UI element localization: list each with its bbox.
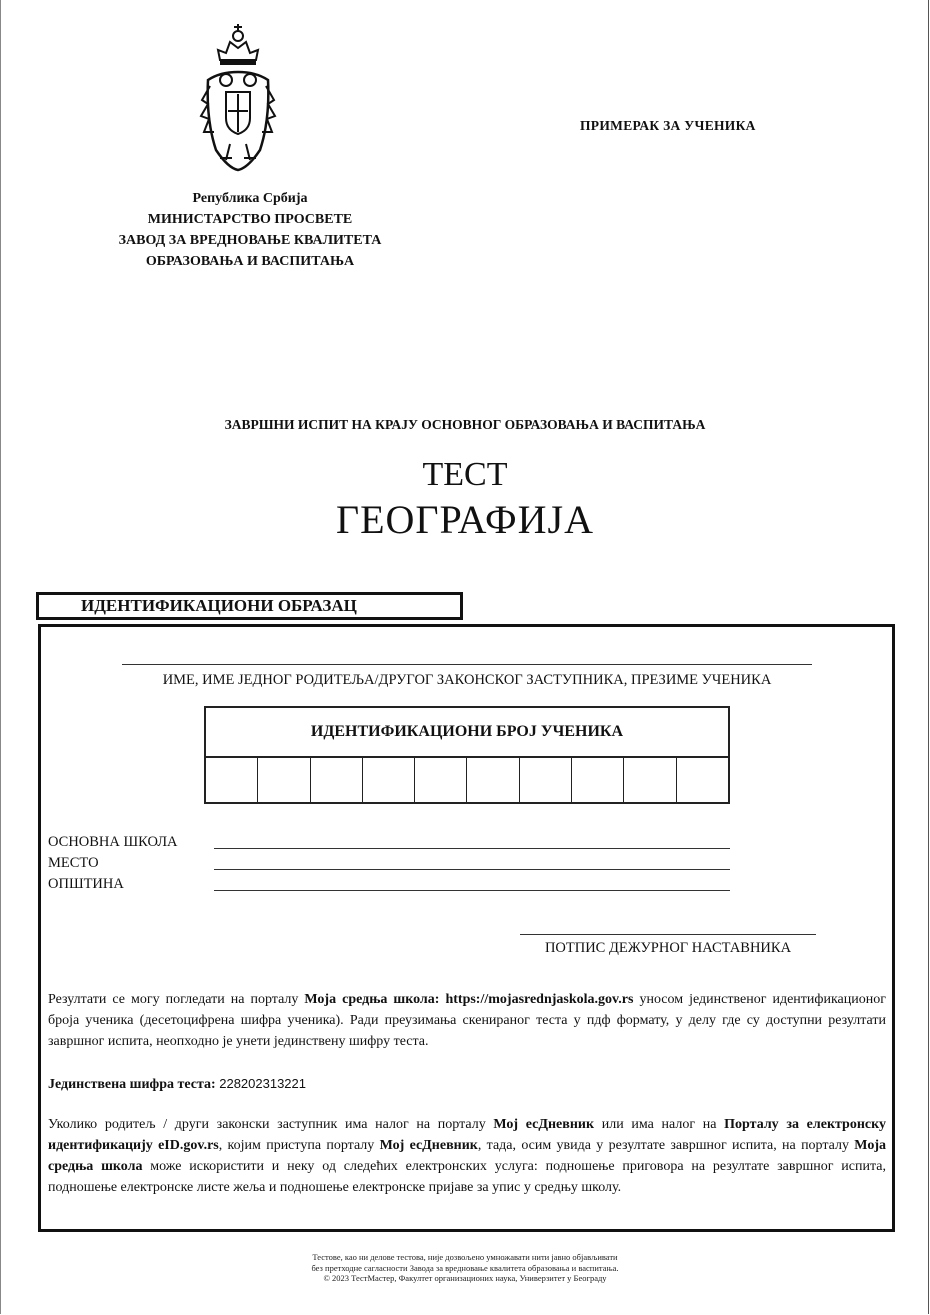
- signature-caption: ПОТПИС ДЕЖУРНОГ НАСТАВНИКА: [544, 940, 792, 956]
- institution-line: ОБРАЗОВАЊА И ВАСПИТАЊА: [145, 254, 355, 269]
- signature-line[interactable]: [520, 934, 816, 935]
- student-id-digit-cell[interactable]: [363, 758, 415, 804]
- coat-of-arms-icon: [198, 20, 278, 180]
- subject-title: ГЕОГРАФИЈА: [335, 497, 594, 542]
- test-heading: ТЕСТ: [422, 456, 508, 493]
- student-id-digit-cell[interactable]: [677, 758, 728, 804]
- place-field: [48, 855, 738, 876]
- parent-portal-name: Мој есДневник: [379, 1138, 478, 1153]
- footer-line: © 2023 ТестМастер, Факултет организационих наука, Универзитет у Београду: [323, 1273, 607, 1283]
- test-code-label: Јединствена шифра теста:: [48, 1077, 216, 1092]
- results-paragraph: [48, 989, 886, 1052]
- parent-text: , тада, осим увида у резултате завршног испита, на порталу: [477, 1138, 855, 1153]
- eid-portal-name: Порталу за електронску идентификацију eID.gov.rs: [48, 1117, 886, 1153]
- copy-label: ПРИМЕРАК ЗА УЧЕНИКА: [580, 118, 756, 133]
- identification-form-label: ИДЕНТИФИКАЦИОНИ ОБРАЗАЦ: [36, 592, 463, 620]
- name-field-caption: ИМЕ, ИМЕ ЈЕДНОГ РОДИТЕЉА/ДРУГОГ ЗАКОНСКОГ ЗАСТУПНИКА, ПРЕЗИМЕ УЧЕНИКА: [162, 672, 772, 688]
- name-field-line[interactable]: [122, 664, 812, 665]
- results-text: Резултати се могу погледати на порталу: [48, 992, 305, 1007]
- parent-text: , којим приступа порталу: [218, 1138, 380, 1153]
- parent-text: може искористити и неку од следећих електронских услуга: подношење приговора на резултате завршног испита, подношење електронске листе жеља и подношење електронске пријаве за упис у средњу школу.: [48, 1159, 886, 1195]
- parent-paragraph: [48, 1114, 886, 1198]
- student-id-digit-cell[interactable]: [258, 758, 310, 804]
- test-code-line: [48, 1073, 886, 1095]
- student-id-digit-cell[interactable]: [520, 758, 572, 804]
- student-id-digit-cell[interactable]: [572, 758, 624, 804]
- results-portal-link[interactable]: Моја средња школа: https://mojasrednjaskola.gov.rs: [304, 992, 634, 1007]
- place-field-line[interactable]: [214, 869, 730, 870]
- parent-text: Уколико родитељ / други законски заступник има налог на порталу: [48, 1117, 494, 1132]
- municipality-field: [48, 876, 738, 897]
- footer-line: Тестове, као ни делове тестова, није дозвољено умножавати нити јавно објављивати: [312, 1252, 618, 1262]
- parent-text: или има налог на: [594, 1117, 725, 1132]
- footer-line: без претходне сагласности Завода за вредновање квалитета образовања и васпитања.: [311, 1262, 619, 1273]
- student-id-digit-cell[interactable]: [311, 758, 363, 804]
- exam-title: ЗАВРШНИ ИСПИТ НА КРАЈУ ОСНОВНОГ ОБРАЗОВАЊА И ВАСПИТАЊА: [224, 417, 706, 432]
- municipality-field-line[interactable]: [214, 890, 730, 891]
- place-field-label: МЕСТО: [48, 855, 99, 871]
- municipality-field-label: ОПШТИНА: [48, 876, 124, 892]
- student-id-digit-cell[interactable]: [206, 758, 258, 804]
- student-id-box: [204, 706, 730, 804]
- institution-line: МИНИСТАРСТВО ПРОСВЕТЕ: [147, 212, 353, 227]
- results-text-cont: уносом јединственог идентификационог броја ученика (десетоцифрена шифра ученика). Ради преузимања скенираног теста у пдф формату, у делу где су доступни резултати завршног испита, неопходно је унети јединствену шифру теста.: [48, 992, 886, 1049]
- school-field-label: ОСНОВНА ШКОЛА: [48, 834, 178, 850]
- student-id-digit-cell[interactable]: [415, 758, 467, 804]
- institution-line: ЗАВОД ЗА ВРЕДНОВАЊЕ КВАЛИТЕТА: [118, 233, 382, 248]
- school-field-line[interactable]: [214, 848, 730, 849]
- institution-line: Република Србија: [192, 191, 308, 206]
- institution-block: [60, 188, 440, 272]
- school-portal-name: Моја средња школа: [48, 1138, 886, 1174]
- student-id-digit-cell[interactable]: [467, 758, 519, 804]
- school-field: [48, 834, 738, 855]
- test-code-value: 228202313221: [219, 1076, 306, 1091]
- parent-portal-name: Мој есДневник: [493, 1117, 595, 1132]
- student-id-digit-cell[interactable]: [624, 758, 676, 804]
- copyright-footer: [0, 1252, 930, 1284]
- student-id-cells: [206, 758, 728, 804]
- student-id-label: ИДЕНТИФИКАЦИОНИ БРОЈ УЧЕНИКА: [206, 708, 728, 758]
